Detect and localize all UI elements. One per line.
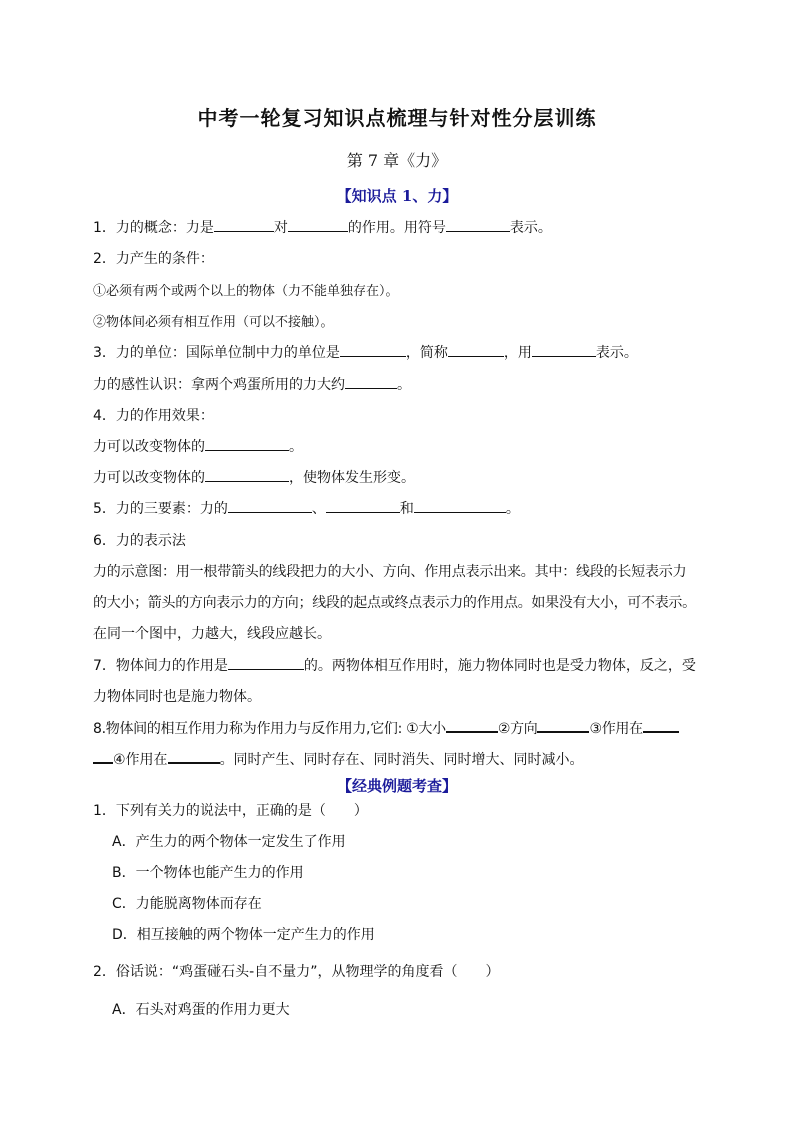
- question-2-option-a[interactable]: A．石头对鸡蛋的作用力更大: [112, 1002, 290, 1018]
- knowledge-item-4: 4．力的作用效果：: [93, 408, 214, 424]
- fill-blank[interactable]: [643, 717, 679, 733]
- knowledge-item-6-text-1: 力的示意图：用一根带箭头的线段把力的大小、方向、作用点表示出来。其中：线段的长短表示力: [93, 564, 687, 580]
- knowledge-item-5: 5．力的三要素：力的 、 和 。: [93, 498, 713, 518]
- fill-blank[interactable]: [214, 217, 274, 232]
- knowledge-item-4-effect-2: 力可以改变物体的 ，使物体发生形变。: [93, 467, 713, 487]
- knowledge-item-2-condition-1: ①必须有两个或两个以上的物体（力不能单独存在）。: [93, 284, 399, 299]
- fill-blank[interactable]: [228, 498, 312, 513]
- fill-blank[interactable]: [326, 498, 400, 513]
- knowledge-item-6-text-2: 的大小；箭头的方向表示力的方向；线段的起点或终点表示力的作用点。如果没有大小，可不表示。: [93, 595, 696, 611]
- fill-blank[interactable]: [205, 467, 289, 482]
- fill-blank[interactable]: [93, 748, 113, 764]
- knowledge-item-6: 6．力的表示法: [93, 533, 186, 549]
- knowledge-item-2-condition-2: ②物体间必须有相互作用（可以不接触）。: [93, 315, 334, 330]
- question-1-option-d[interactable]: D．相互接触的两个物体一定产生力的作用: [112, 927, 375, 943]
- knowledge-item-8: 8.物体间的相互作用力称为作用力与反作用力,它们: ①大小 ②方向 ③作用在: [93, 717, 713, 738]
- fill-blank[interactable]: [537, 717, 589, 733]
- question-1: 1．下列有关力的说法中，正确的是（ ）: [93, 803, 368, 819]
- fill-blank[interactable]: [345, 374, 397, 389]
- knowledge-item-6-text-3: 在同一个图中，力越大，线段应越长。: [93, 626, 331, 642]
- page-title: 中考一轮复习知识点梳理与针对性分层训练: [197, 106, 597, 130]
- fill-blank[interactable]: [205, 436, 289, 451]
- section-heading-examples: 【经典例题考查】: [336, 777, 457, 795]
- question-1-option-c[interactable]: C．力能脱离物体而存在: [112, 896, 262, 912]
- fill-blank[interactable]: [446, 217, 510, 232]
- knowledge-item-7: 7．物体间力的作用是 的。两物体相互作用时，施力物体同时也是受力物体，反之，受: [93, 655, 713, 675]
- knowledge-item-3: 3．力的单位：国际单位制中力的单位是 ，简称 ，用 表示。: [93, 342, 713, 362]
- question-1-option-b[interactable]: B．一个物体也能产生力的作用: [112, 865, 304, 881]
- knowledge-item-3-sense: 力的感性认识：拿两个鸡蛋所用的力大约 。: [93, 374, 713, 394]
- question-1-option-a[interactable]: A．产生力的两个物体一定发生了作用: [112, 834, 346, 850]
- fill-blank[interactable]: [414, 498, 506, 513]
- question-2: 2．俗话说：“鸡蛋碰石头-自不量力”，从物理学的角度看（ ）: [93, 964, 500, 980]
- knowledge-item-7-cont: 力物体同时也是施力物体。: [93, 689, 261, 705]
- knowledge-item-1: 1．力的概念：力是 对 的作用。用符号 表示。: [93, 217, 713, 237]
- fill-blank[interactable]: [168, 748, 220, 764]
- fill-blank[interactable]: [446, 717, 498, 733]
- knowledge-item-4-effect-1: 力可以改变物体的 。: [93, 436, 713, 456]
- knowledge-item-8-cont: ④作用在 。同时产生、同时存在、同时消失、同时增大、同时减小。: [93, 748, 713, 769]
- section-heading-knowledge: 【知识点 1、力】: [336, 187, 458, 205]
- fill-blank[interactable]: [288, 217, 348, 232]
- fill-blank[interactable]: [448, 342, 504, 357]
- knowledge-item-2: 2．力产生的条件：: [93, 251, 214, 267]
- fill-blank[interactable]: [340, 342, 406, 357]
- fill-blank[interactable]: [532, 342, 596, 357]
- fill-blank[interactable]: [228, 655, 304, 670]
- chapter-title: 第 7 章《力》: [346, 151, 448, 170]
